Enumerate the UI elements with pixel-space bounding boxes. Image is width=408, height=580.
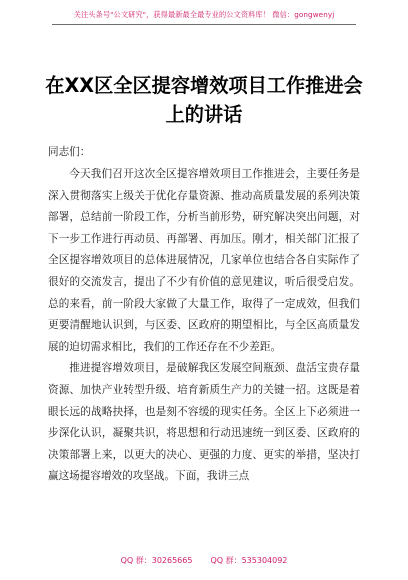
header-note: 关注头条号"公文研究"，获得最新最全最专业的公文资料库！ 微信：gongwenyj <box>73 10 335 19</box>
document-body <box>48 164 360 488</box>
footer-qq-group-2: QQ 群：535304092 <box>210 556 288 565</box>
header-divider <box>52 24 356 25</box>
document-title: 在XX区全区提容增效项目工作推进会上的讲话 <box>45 74 363 126</box>
footer <box>0 555 408 566</box>
paragraph: 推进提容增效项目，是破解我区发展空间瓶颈、盘活宝贵存量资源、加快产业转型升级、培育新质生产力的关键一招。这既是着眼长远的战略抉择，也是刻不容缓的现实任务。全区上下必须进一步深化认识，凝聚共识，将思想和行动迅速统一到区委、区政府的决策部署上来，以更大的决心、更强的力度、更实的举措，坚决打赢这场提容增效的攻坚战。下面，我讲三点 <box>48 362 360 483</box>
footer-qq-group-1: QQ 群：30265665 <box>120 556 193 565</box>
paragraph: 今天我们召开这次全区提容增效项目工作推进会，主要任务是深入贯彻落实上级关于优化存量资源、推动高质量发展的系列决策部署，总结前一阶段工作，分析当前形势，研究解决突出问题，对下一步工作进行再动员、再部署、再加压。刚才，相关部门汇报了全区提容增效项目的总体进展情况，几家单位也结合各自实际作了很好的交流发言，提出了不少有价值的意见建议，听后很受启发。总的来看，前一阶段大家做了大量工作，取得了一定成效，但我们更要清醒地认识到，与区委、区政府的期望相比，与全区高质量发展的迫切需求相比，我们的工作还存在不少差距。 <box>48 168 360 353</box>
greeting: 同志们： <box>48 146 91 158</box>
